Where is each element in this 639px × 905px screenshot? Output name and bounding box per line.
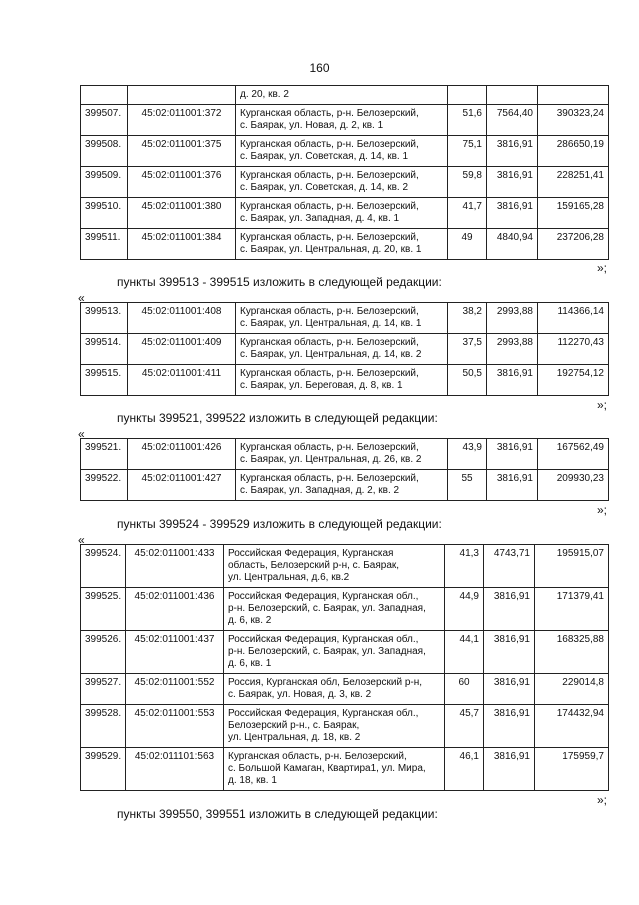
cadastral-number: 45:02:011001:384 — [128, 229, 236, 260]
row-number: 399528. — [81, 705, 126, 748]
address-cell — [236, 105, 448, 136]
address-line: Российская Федерация, Курганская — [228, 548, 394, 559]
table-row — [81, 365, 609, 396]
table-row — [81, 198, 609, 229]
address-line: с. Баярак, ул. Центральная, д. 14, кв. 2 — [240, 349, 422, 360]
rate-cell: 4743,71 — [484, 545, 535, 588]
rate-cell: 2993,88 — [487, 334, 538, 365]
address-cell — [224, 674, 445, 705]
value-cell: 229014,8 — [535, 674, 609, 705]
address-line: с. Большой Камаган, Квартира1, ул. Мира, — [228, 763, 426, 774]
table-row — [81, 470, 609, 501]
table-row — [81, 705, 609, 748]
address-line: ул. Центральная, д. 18, кв. 2 — [228, 732, 361, 743]
table-row — [81, 545, 609, 588]
address-line: Российская Федерация, Курганская обл., — [228, 634, 419, 645]
area-cell: 41,7 — [448, 198, 487, 229]
address-line: с. Баярак, ул. Советская, д. 14, кв. 1 — [240, 151, 409, 162]
address-cell — [236, 303, 448, 334]
row-number: 399513. — [81, 303, 128, 334]
address-line: Курганская область, р-н. Белозерский, — [240, 139, 419, 150]
table-row — [81, 439, 609, 470]
address-line: с. Баярак, ул. Центральная, д. 26, кв. 2 — [240, 454, 422, 465]
value-cell: 237206,28 — [538, 229, 609, 260]
closing-mark: »; — [597, 503, 608, 517]
address-line: Белозерский р-н., с. Баярак, — [228, 720, 360, 731]
row-number: 399522. — [81, 470, 128, 501]
address-line: д. 6, кв. 1 — [228, 658, 272, 669]
row-number: 399524. — [81, 545, 126, 588]
rate-cell: 3816,91 — [487, 198, 538, 229]
table-row — [81, 136, 609, 167]
table-row — [81, 748, 609, 791]
address-line: Курганская область, р-н. Белозерский, — [240, 442, 419, 453]
rate-cell: 4840,94 — [487, 229, 538, 260]
cadastral-number: 45:02:011001:411 — [128, 365, 236, 396]
cadastral-number: 45:02:011001:552 — [126, 674, 224, 705]
area-cell: 43,9 — [448, 439, 487, 470]
row-number: 399508. — [81, 136, 128, 167]
cadastral-number: 45:02:011001:375 — [128, 136, 236, 167]
value-cell: 174432,94 — [535, 705, 609, 748]
row-number: 399526. — [81, 631, 126, 674]
area-cell: 49 — [448, 229, 487, 260]
row-number: 399529. — [81, 748, 126, 791]
cadastral-number: 45:02:011101:563 — [126, 748, 224, 791]
address-line: Курганская область, р-н. Белозерский, — [240, 108, 419, 119]
address-line: д. 20, кв. 2 — [240, 89, 289, 100]
area-cell: 50,5 — [448, 365, 487, 396]
address-line: Россия, Курганская обл, Белозерский р-н, — [228, 677, 423, 688]
address-line: с. Баярак, ул. Новая, д. 2, кв. 1 — [240, 120, 384, 131]
row-number: 399525. — [81, 588, 126, 631]
address-cell — [236, 167, 448, 198]
table-row — [81, 334, 609, 365]
area-cell: 60 — [445, 674, 484, 705]
instruction-text: пункты 399524 - 399529 изложить в следующей редакции: — [117, 517, 442, 531]
area-cell: 44,1 — [445, 631, 484, 674]
address-line: Курганская область, р-н. Белозерский, — [240, 337, 419, 348]
area-cell: 51,6 — [448, 105, 487, 136]
value-cell: 112270,43 — [538, 334, 609, 365]
rate-cell: 3816,91 — [484, 705, 535, 748]
area-cell: 44,9 — [445, 588, 484, 631]
instruction-text: пункты 399550, 399551 изложить в следующей редакции: — [117, 807, 438, 821]
row-number: 399514. — [81, 334, 128, 365]
address-line: Курганская область, р-н. Белозерский, — [240, 368, 419, 379]
address-line: с. Баярак, ул. Западная, д. 2, кв. 2 — [240, 485, 400, 496]
cadastral-number: 45:02:011001:427 — [128, 470, 236, 501]
area-cell: 75,1 — [448, 136, 487, 167]
rate-cell: 2993,88 — [487, 303, 538, 334]
cadastral-number: 45:02:011001:436 — [126, 588, 224, 631]
address-line: д. 6, кв. 2 — [228, 615, 272, 626]
table-row — [81, 631, 609, 674]
cadastral-number: 45:02:011001:426 — [128, 439, 236, 470]
value-cell: 192754,12 — [538, 365, 609, 396]
value-cell: 195915,07 — [535, 545, 609, 588]
address-line: Курганская область, р-н. Белозерский, — [240, 473, 419, 484]
table-row — [81, 86, 609, 105]
address-line: с. Баярак, ул. Советская, д. 14, кв. 2 — [240, 182, 409, 193]
address-cell — [224, 748, 445, 791]
address-line: с. Баярак, ул. Западная, д. 4, кв. 1 — [240, 213, 400, 224]
opening-mark: « — [78, 427, 85, 441]
instruction-text: пункты 399513 - 399515 изложить в следующей редакции: — [117, 275, 442, 289]
address-line: р-н. Белозерский, с. Баярак, ул. Западная, — [228, 603, 426, 614]
address-line: д. 18, кв. 1 — [228, 775, 277, 786]
cadastral-number: 45:02:011001:380 — [128, 198, 236, 229]
value-cell: 168325,88 — [535, 631, 609, 674]
cadastral-number — [128, 86, 236, 105]
page-number: 160 — [309, 61, 330, 75]
registry-table-4 — [80, 544, 609, 791]
cadastral-number: 45:02:011001:553 — [126, 705, 224, 748]
value-cell: 175959,7 — [535, 748, 609, 791]
area-cell: 59,8 — [448, 167, 487, 198]
address-line: Российская Федерация, Курганская обл., — [228, 591, 419, 602]
closing-mark: »; — [597, 398, 608, 412]
address-cell — [236, 136, 448, 167]
address-line: с. Баярак, ул. Центральная, д. 20, кв. 1 — [240, 244, 422, 255]
address-line: ул. Центральная, д.6, кв.2 — [228, 572, 350, 583]
table-row — [81, 588, 609, 631]
address-line: с. Баярак, ул. Центральная, д. 14, кв. 1 — [240, 318, 422, 329]
row-number: 399521. — [81, 439, 128, 470]
row-number: 399510. — [81, 198, 128, 229]
address-cell — [236, 229, 448, 260]
address-cell — [236, 86, 448, 105]
address-cell — [224, 588, 445, 631]
address-line: с. Баярак, ул. Береговая, д. 8, кв. 1 — [240, 380, 403, 391]
area-cell: 37,5 — [448, 334, 487, 365]
cadastral-number: 45:02:011001:433 — [126, 545, 224, 588]
address-line: р-н. Белозерский, с. Баярак, ул. Западная, — [228, 646, 426, 657]
table-row — [81, 303, 609, 334]
cadastral-number: 45:02:011001:376 — [128, 167, 236, 198]
row-number: 399515. — [81, 365, 128, 396]
row-number: 399507. — [81, 105, 128, 136]
cadastral-number: 45:02:011001:437 — [126, 631, 224, 674]
closing-mark: »; — [597, 793, 608, 807]
value-cell: 171379,41 — [535, 588, 609, 631]
table-row — [81, 674, 609, 705]
row-number — [81, 86, 128, 105]
address-cell — [224, 631, 445, 674]
address-cell — [236, 198, 448, 229]
value-cell: 228251,41 — [538, 167, 609, 198]
opening-mark: « — [78, 291, 85, 305]
address-line: Курганская область, р-н. Белозерский, — [228, 751, 407, 762]
value-cell: 390323,24 — [538, 105, 609, 136]
address-cell — [236, 470, 448, 501]
address-cell — [224, 545, 445, 588]
instruction-text: пункты 399521, 399522 изложить в следующей редакции: — [117, 411, 438, 425]
table-row — [81, 105, 609, 136]
rate-cell: 3816,91 — [484, 674, 535, 705]
cadastral-number: 45:02:011001:408 — [128, 303, 236, 334]
value-cell: 209930,23 — [538, 470, 609, 501]
address-cell — [236, 365, 448, 396]
address-line: Курганская область, р-н. Белозерский, — [240, 306, 419, 317]
area-cell — [448, 86, 487, 105]
address-line: Курганская область, р-н. Белозерский, — [240, 170, 419, 181]
value-cell: 159165,28 — [538, 198, 609, 229]
rate-cell: 7564,40 — [487, 105, 538, 136]
registry-table-2 — [80, 302, 609, 396]
registry-table-1 — [80, 85, 609, 260]
rate-cell: 3816,91 — [484, 631, 535, 674]
rate-cell: 3816,91 — [487, 470, 538, 501]
area-cell: 55 — [448, 470, 487, 501]
registry-table-3 — [80, 438, 609, 501]
row-number: 399509. — [81, 167, 128, 198]
rate-cell: 3816,91 — [484, 588, 535, 631]
address-line: с. Баярак, ул. Новая, д. 3, кв. 2 — [228, 689, 372, 700]
value-cell — [538, 86, 609, 105]
value-cell: 114366,14 — [538, 303, 609, 334]
value-cell: 167562,49 — [538, 439, 609, 470]
table-row — [81, 229, 609, 260]
row-number: 399527. — [81, 674, 126, 705]
rate-cell: 3816,91 — [487, 365, 538, 396]
address-cell — [236, 334, 448, 365]
table-row — [81, 167, 609, 198]
row-number: 399511. — [81, 229, 128, 260]
cadastral-number: 45:02:011001:372 — [128, 105, 236, 136]
address-cell — [224, 705, 445, 748]
opening-mark: « — [78, 533, 85, 547]
area-cell: 38,2 — [448, 303, 487, 334]
closing-mark: »; — [597, 261, 608, 275]
value-cell: 286650,19 — [538, 136, 609, 167]
rate-cell: 3816,91 — [484, 748, 535, 791]
address-line: область, Белозерский р-н, с. Баярак, — [228, 560, 400, 571]
area-cell: 45,7 — [445, 705, 484, 748]
rate-cell: 3816,91 — [487, 167, 538, 198]
address-line: Курганская область, р-н. Белозерский, — [240, 201, 419, 212]
area-cell: 46,1 — [445, 748, 484, 791]
address-line: Курганская область, р-н. Белозерский, — [240, 232, 419, 243]
rate-cell: 3816,91 — [487, 136, 538, 167]
rate-cell — [487, 86, 538, 105]
area-cell: 41,3 — [445, 545, 484, 588]
cadastral-number: 45:02:011001:409 — [128, 334, 236, 365]
address-cell — [236, 439, 448, 470]
address-line: Российская Федерация, Курганская обл., — [228, 708, 419, 719]
rate-cell: 3816,91 — [487, 439, 538, 470]
